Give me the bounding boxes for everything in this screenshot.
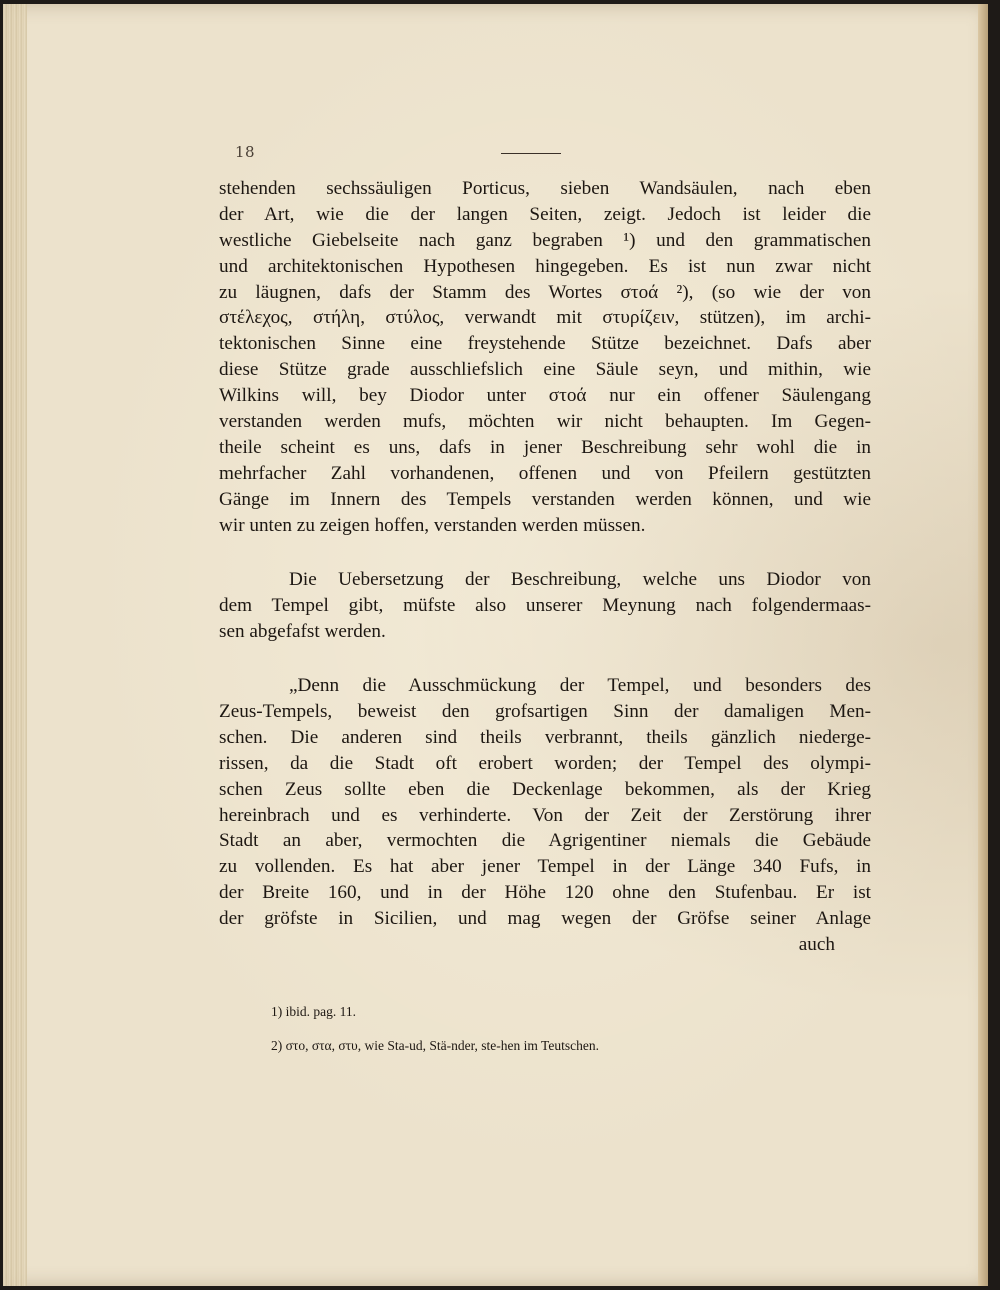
catchword: auch bbox=[798, 934, 835, 956]
text-line: diese Stütze grade ausschliefslich eine Säule seyn, und mithin, wie bbox=[219, 359, 871, 381]
text-line: zu vollenden. Es hat aber jener Tempel in der Länge 340 Fufs, in bbox=[219, 856, 871, 878]
text-line: „Denn die Ausschmückung der Tempel, und besonders des bbox=[289, 675, 871, 697]
page-edge-stack bbox=[3, 4, 27, 1286]
paragraph-3 bbox=[219, 673, 871, 932]
text-line: Gänge im Innern des Tempels verstanden werden können, und wie bbox=[219, 488, 871, 510]
paragraph-spacer bbox=[219, 645, 871, 673]
text-line: mehrfacher Zahl vorhandenen, offenen und von Pfeilern gestützten bbox=[219, 462, 871, 484]
text-line: verstanden werden mufs, möchten wir nicht behaupten. Im Gegen- bbox=[219, 411, 871, 433]
text-line: sen abgefafst werden. bbox=[219, 621, 386, 643]
footnote-1: 1) ibid. pag. 11. bbox=[271, 1004, 356, 1019]
text-line: dem Tempel gibt, müfste also unserer Meynung nach folgendermaas- bbox=[219, 595, 871, 617]
text-line: Stadt an aber, vermochten die Agrigentiner niemals die Gebäude bbox=[219, 830, 871, 852]
text-line: zu läugnen, dafs der Stamm des Wortes στοά ²), (so wie der von bbox=[219, 281, 871, 303]
text-line: rissen, da die Stadt oft erobert worden; der Tempel des olympi- bbox=[219, 752, 871, 774]
text-line: Zeus-Tempels, beweist den grofsartigen Sinn der damaligen Men- bbox=[219, 701, 871, 723]
header-rule bbox=[501, 153, 561, 154]
text-line: der Art, wie die der langen Seiten, zeigt. Jedoch ist leider die bbox=[219, 203, 871, 225]
page-number: 18 bbox=[235, 143, 256, 161]
text-line: schen Zeus sollte eben die Deckenlage bekommen, als der Krieg bbox=[219, 778, 871, 800]
text-line: theile scheint es uns, dafs in jener Beschreibung sehr wohl die in bbox=[219, 436, 871, 458]
footnote-2: 2) στο, στα, στυ, wie Sta-ud, Stä-nder, ste-hen im Teutschen. bbox=[271, 1038, 599, 1053]
main-text bbox=[219, 176, 871, 957]
text-line: tektonischen Sinne eine freystehende Stütze bezeichnet. Dafs aber bbox=[219, 333, 871, 355]
text-line: schen. Die anderen sind theils verbrannt, theils gänzlich niederge- bbox=[219, 726, 871, 748]
text-line: westliche Giebelseite nach ganz begraben ¹) und den grammatischen bbox=[219, 229, 871, 251]
text-line: und architektonischen Hypothesen hingegeben. Es ist nun zwar nicht bbox=[219, 255, 871, 277]
running-header bbox=[235, 143, 865, 167]
page-gutter-shadow bbox=[978, 4, 988, 1286]
text-line: der Breite 160, und in der Höhe 120 ohne den Stufenbau. Er ist bbox=[219, 882, 871, 904]
text-line: stehenden sechssäuligen Porticus, sieben Wandsäulen, nach eben bbox=[219, 178, 871, 199]
text-line: wir unten zu zeigen hoffen, verstanden werden müssen. bbox=[219, 514, 646, 536]
text-line: hereinbrach und es verhinderte. Von der Zeit der Zerstörung ihrer bbox=[219, 804, 871, 826]
text-line: Wilkins will, bey Diodor unter στοά nur ein offener Säulengang bbox=[219, 385, 871, 407]
paragraph-spacer bbox=[219, 538, 871, 567]
text-line: Die Uebersetzung der Beschreibung, welche uns Diodor von bbox=[289, 569, 871, 591]
book-page bbox=[3, 4, 988, 1286]
text-line: der gröfste in Sicilien, und mag wegen der Gröfse seiner Anlage bbox=[219, 908, 871, 930]
paragraph-1 bbox=[219, 176, 871, 538]
footnotes bbox=[271, 1000, 831, 1068]
paragraph-2 bbox=[219, 567, 871, 645]
text-line: στέλεχος, στήλη, στύλος, verwandt mit στυρίζειν, stützen), im archi- bbox=[219, 307, 871, 329]
